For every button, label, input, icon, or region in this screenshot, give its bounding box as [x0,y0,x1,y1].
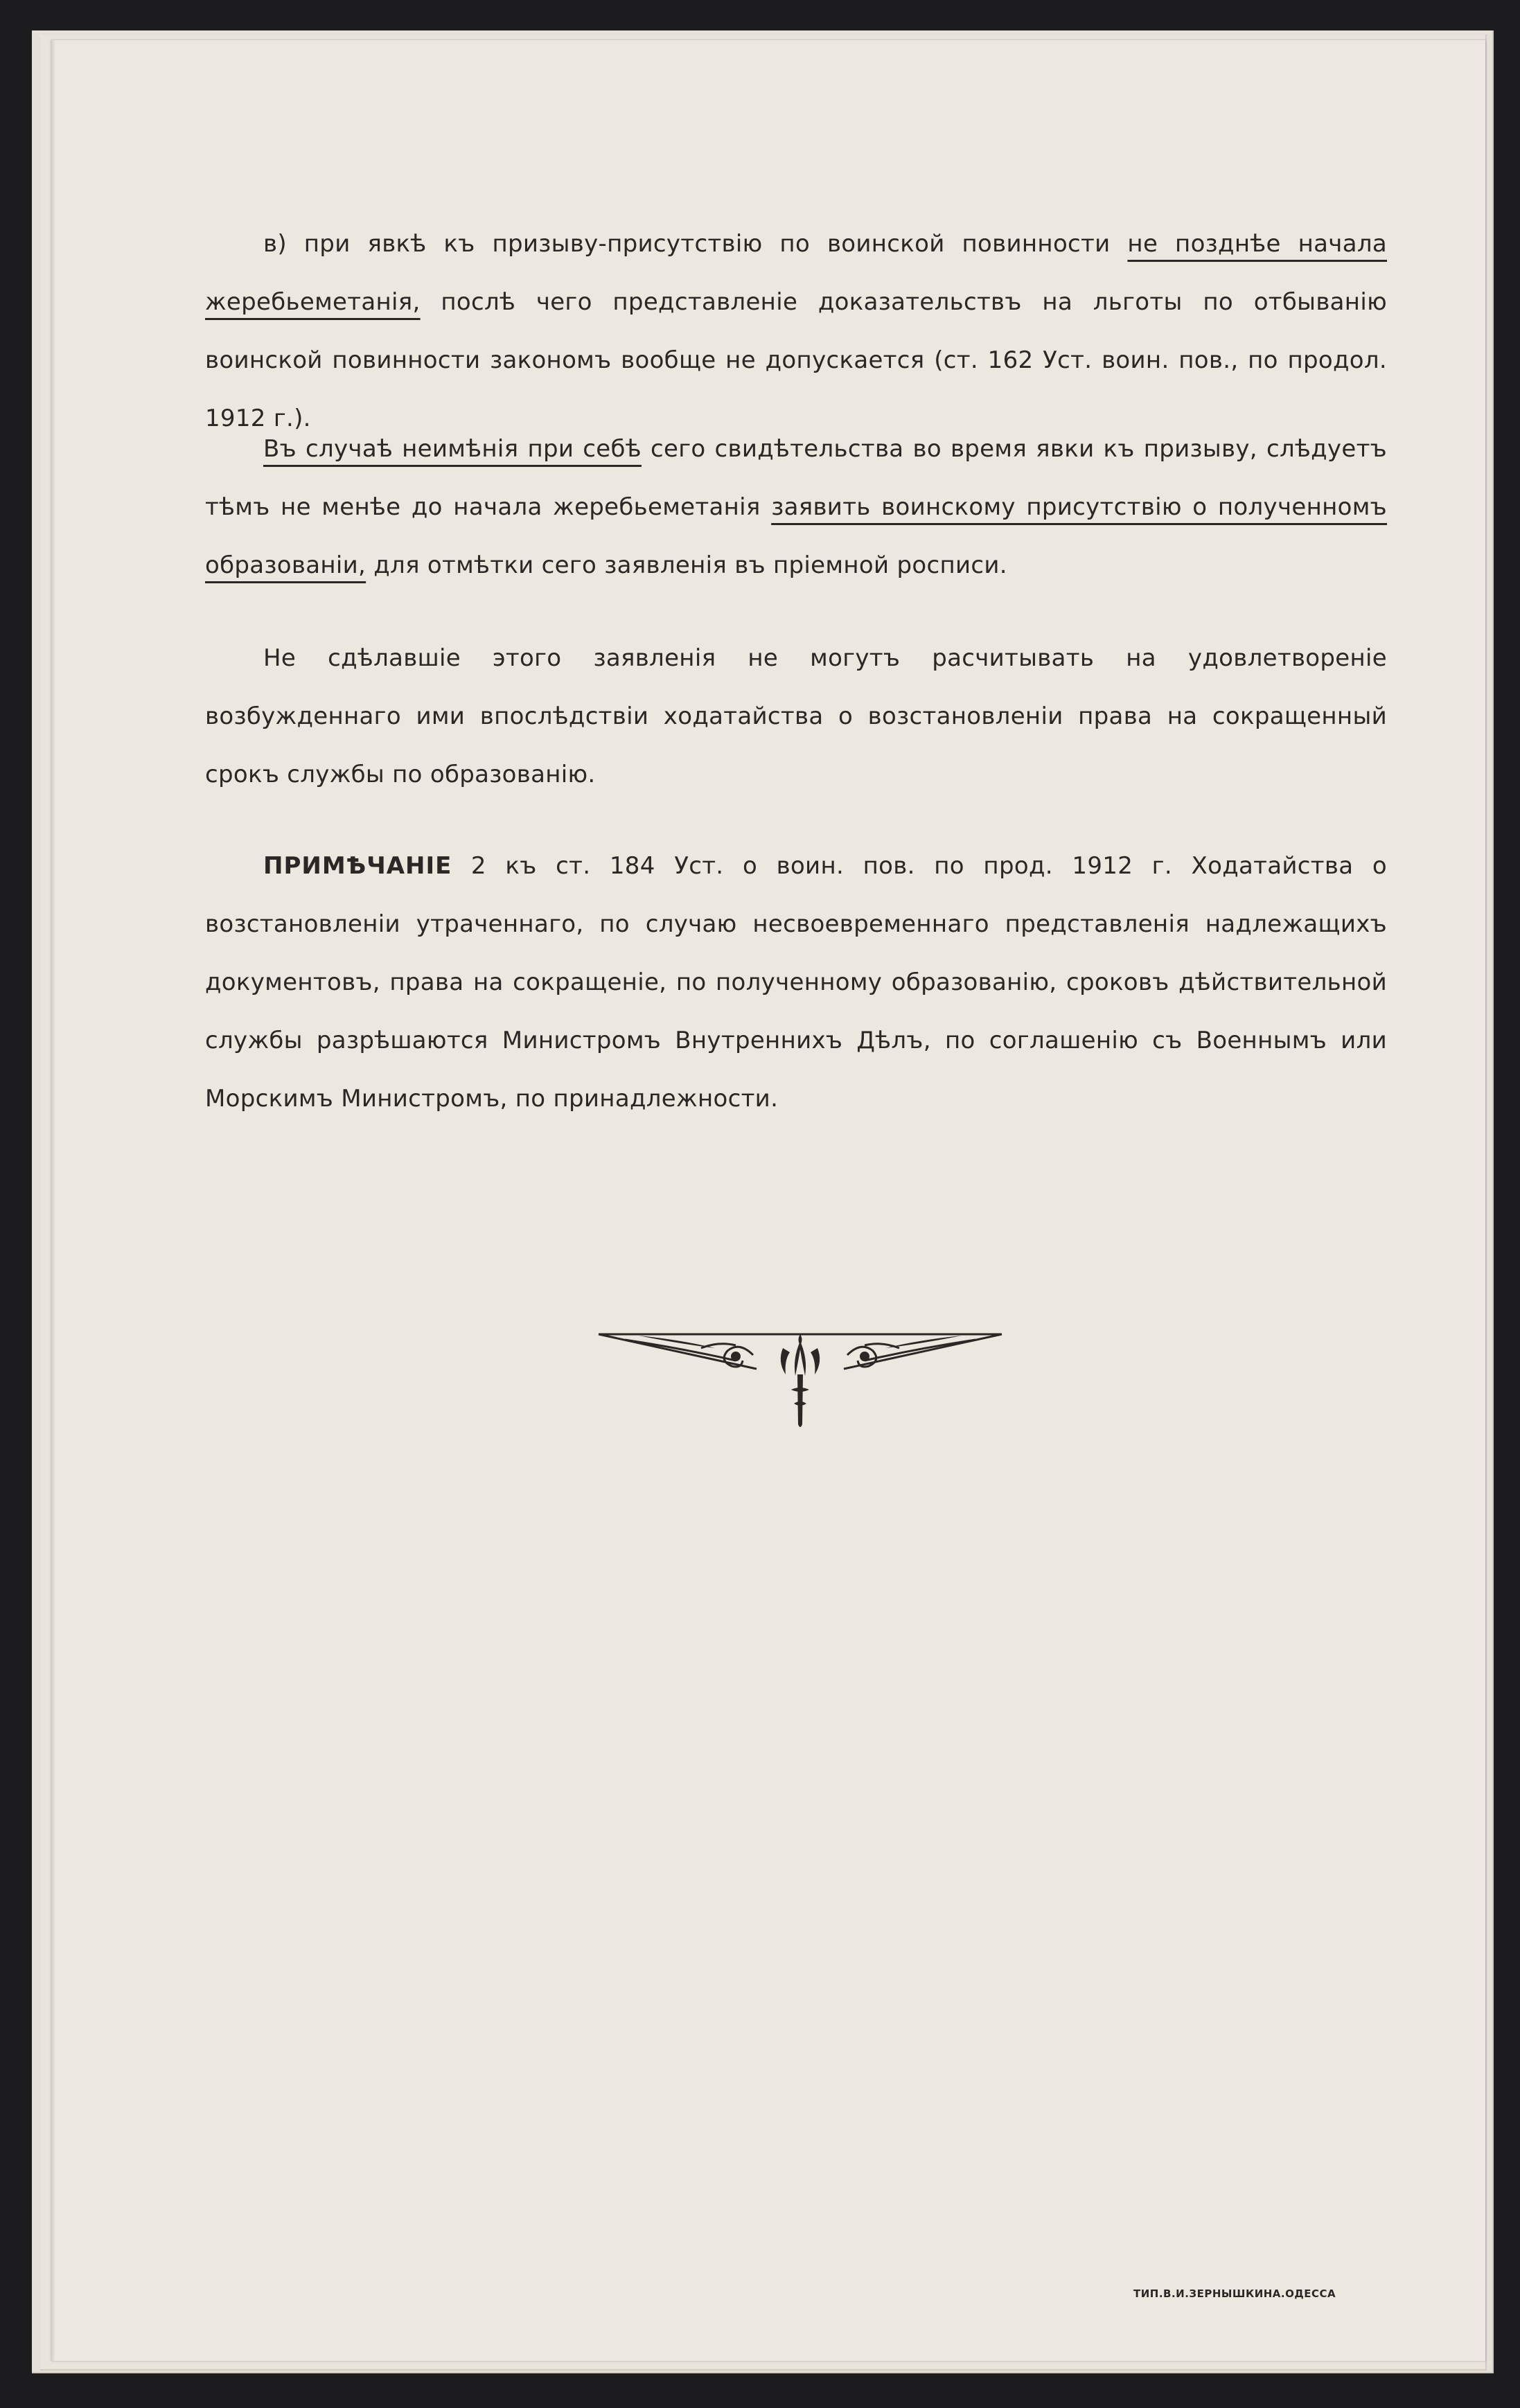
decorative-fleuron-icon [597,1320,1003,1431]
para-not-text: Не сдѣлавшіе этого заявленія не могутъ расчитывать на удовлетвореніе возбужденнаго ими впослѣдствіи ходатайства о возстановленіи права на сокращенный срокъ службы по образованію. [205,644,1387,788]
para-v-underlined: не позднѣе начала жеребьеметанія, [205,230,1387,316]
para-case-text-1: сего свидѣтельства во время явки къ призыву, слѣдуетъ тѣмъ не менѣе до начала жеребьеметанія [205,435,1387,521]
printer-mark: ТИП.В.И.ЗЕРНЫШКИНА.ОДЕССА [1133,2287,1336,2300]
page-edge [51,40,55,2361]
paragraph-not-declared [205,629,1387,804]
para-case-text-2: для отмѣтки сего заявленія въ пріемной росписи. [366,551,1007,579]
note-heading: ПРИМѢЧАНІЕ [263,852,452,880]
para-v-text-1: в) при явкѣ къ призыву-присутствію по воинской повинности [263,230,1128,258]
para-case-underlined-2: заявить воинскому присутствію о полученномъ образованіи, [205,493,1388,579]
paragraph-case [205,420,1387,594]
para-case-underlined-1: Въ случаѣ неимѣнія при себѣ [263,435,642,463]
paragraph-note [205,837,1387,1128]
para-v-text-2: послѣ чего представленіе доказательствъ на льготы по отбыванію воинской повинности закономъ вообще не допускается (ст. 162 Уст. воин. пов., по продол. 1912 г.). [205,288,1387,432]
paragraph-v [205,215,1387,448]
note-text: 2 къ ст. 184 Уст. о воин. пов. по прод. 1912 г. Ходатайства о возстановленіи утраченнаго, по случаю несвоевременнаго представленія надлежащихъ документовъ, права на сокращеніе, по полученному образованію, сроковъ дѣйствительной службы разрѣшаются Министромъ Внутреннихъ Дѣлъ, по соглашенію съ Военнымъ или Морскимъ Министромъ, по принадлежности. [205,852,1387,1113]
